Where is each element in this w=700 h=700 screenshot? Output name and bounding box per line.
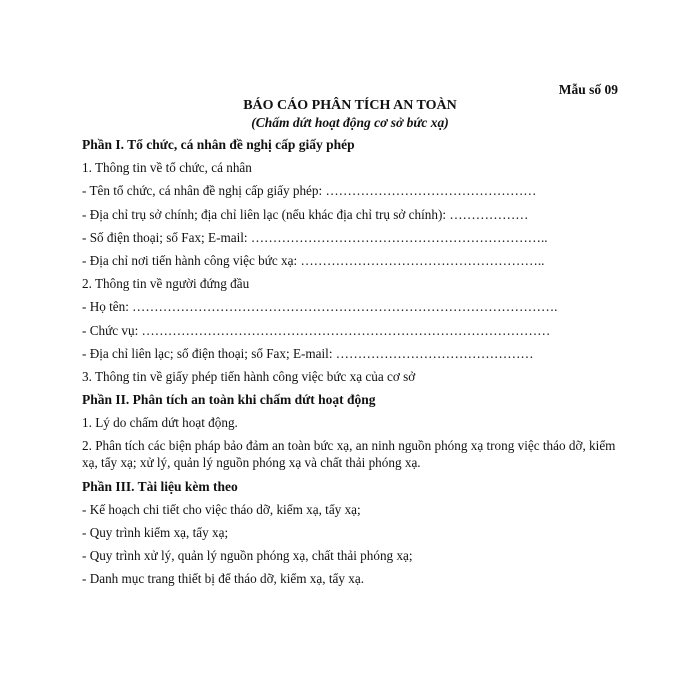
part1-heading: Phần I. Tổ chức, cá nhân đề nghị cấp giấy phép <box>82 137 355 152</box>
document-subtitle: (Chấm dứt hoạt động cơ sở bức xạ) <box>251 115 449 130</box>
work-address-line: - Địa chỉ nơi tiến hành công việc bức xạ: ……………………………………………….. <box>82 252 545 268</box>
attachment-item: - Danh mục trang thiết bị để tháo dỡ, kiểm xạ, tẩy xạ. <box>82 571 364 587</box>
part1-item1: 1. Thông tin về tổ chức, cá nhân <box>82 160 252 176</box>
org-phone-line: - Số điện thoại; số Fax; E-mail: ………………………………………………………….. <box>82 229 548 245</box>
head-position-line: - Chức vụ: ………………………………………………………………………………… <box>82 322 551 338</box>
head-name-line: - Họ tên: ……………………………………………………………………………………. <box>82 299 558 315</box>
part2-heading: Phần II. Phân tích an toàn khi chấm dứt hoạt động <box>82 392 376 408</box>
part1-item3: 3. Thông tin về giấy phép tiến hành công việc bức xạ của cơ sở <box>82 368 416 384</box>
document-body <box>82 137 622 595</box>
document-title: BÁO CÁO PHÂN TÍCH AN TOÀN <box>243 98 457 113</box>
org-address-line: - Địa chỉ trụ sở chính; địa chỉ liên lạc (nếu khác địa chỉ trụ sở chính): ……………… <box>82 206 529 222</box>
org-name-line: - Tên tổ chức, cá nhân đề nghị cấp giấy phép: ………………………………………… <box>82 183 537 199</box>
part1-item2: 2. Thông tin về người đứng đầu <box>82 276 250 292</box>
part2-item1: 1. Lý do chấm dứt hoạt động. <box>82 415 238 431</box>
attachment-item: - Kế hoạch chi tiết cho việc tháo dỡ, kiểm xạ, tẩy xạ; <box>82 501 361 517</box>
attachment-item: - Quy trình xử lý, quản lý nguồn phóng xạ, chất thải phóng xạ; <box>82 548 413 564</box>
form-number: Mẫu số 09 <box>558 82 618 97</box>
part3-heading: Phần III. Tài liệu kèm theo <box>82 478 238 494</box>
part2-item2: 2. Phân tích các biện pháp bảo đảm an toàn bức xạ, an ninh nguồn phóng xạ trong việc tháo dỡ, kiểm xạ, tẩy xạ; xử lý, quản lý nguồn phóng xạ và chất thải phóng xạ. <box>82 438 616 470</box>
attachment-item: - Quy trình kiểm xạ, tẩy xạ; <box>82 525 229 540</box>
head-contact-line: - Địa chỉ liên lạc; số điện thoại; số Fax; E-mail: ……………………………………… <box>82 345 534 361</box>
